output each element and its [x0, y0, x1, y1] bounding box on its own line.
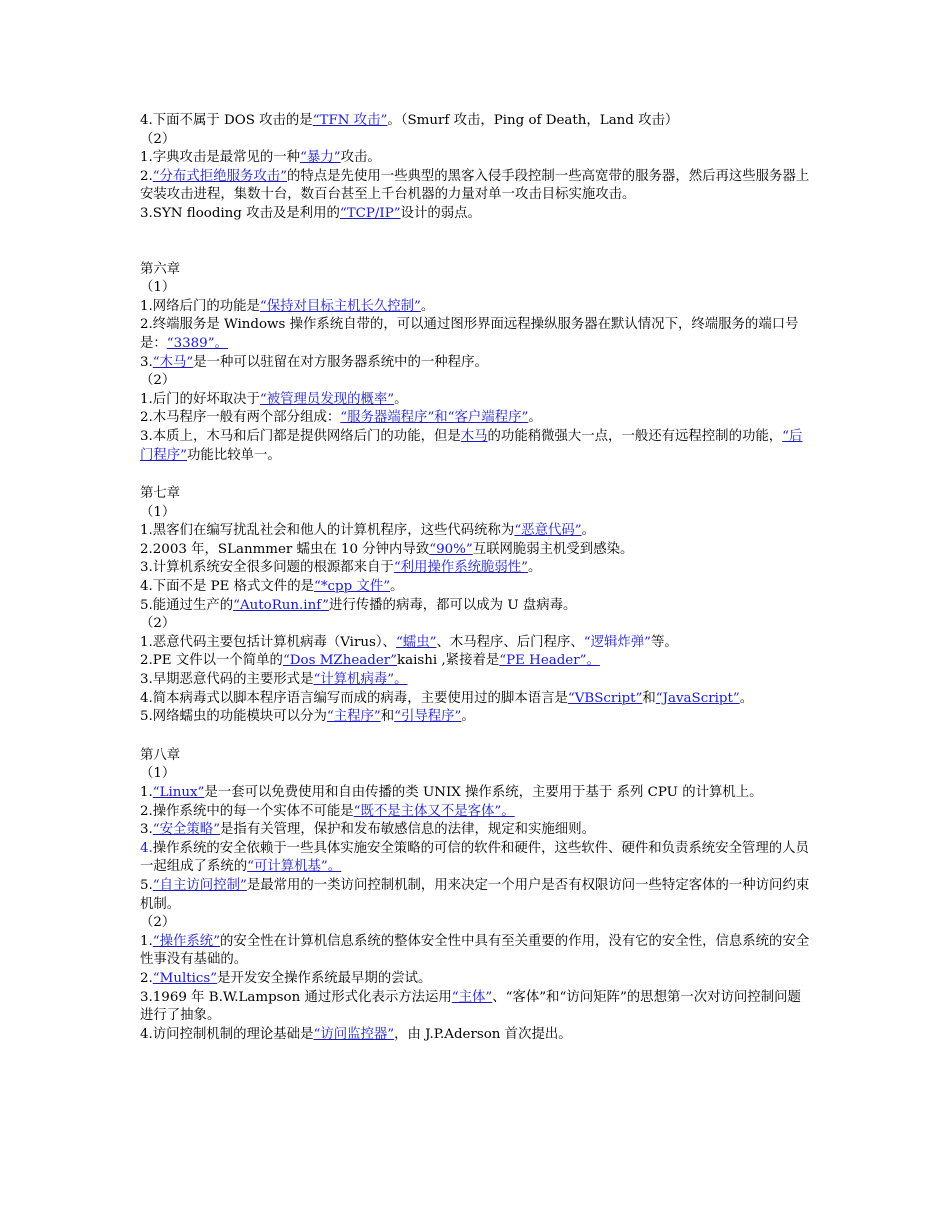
question-line [140, 205, 810, 224]
question-text: kaishi ,紧接着是 [397, 653, 500, 669]
question-line [140, 708, 810, 727]
answer-text: “分布式拒绝服务攻击” [152, 168, 287, 184]
question-line [140, 559, 810, 578]
question-line [140, 168, 810, 205]
question-line [140, 671, 810, 690]
question-text: 设计的弱点。 [400, 205, 481, 221]
answer-text: “Dos MZheader” [282, 653, 398, 669]
answer-text: “VBScript” [567, 690, 643, 706]
spacer [140, 465, 810, 485]
answer-text: “TCP/IP” [339, 205, 401, 221]
question-text: 是开发安全操作系统最早期的尝试。 [217, 970, 432, 986]
question-line [140, 541, 810, 560]
answer-text: “操作系统” [152, 933, 221, 949]
question-text: 、木马程序、后门程序、 [436, 634, 584, 650]
question-line [140, 933, 810, 970]
answer-text: “访问监控器” [313, 1026, 395, 1042]
question-text: 2.操作系统中的每一个实体不可能是 [140, 803, 354, 819]
question-line [140, 840, 810, 877]
question-text: 3. [140, 822, 153, 838]
answer-text: “90%” [429, 541, 473, 557]
question-text: 。 [581, 523, 595, 539]
question-line [140, 652, 810, 671]
answer-text: “服务器端程序”和“客户端程序” [340, 410, 529, 426]
question-text: 2. [140, 970, 153, 986]
answer-text: “既不是主体又不是客体”。 [353, 803, 515, 819]
question-text: 功能比较单一。 [187, 447, 281, 463]
question-line [140, 690, 810, 709]
question-line [140, 391, 810, 410]
question-text: 3.早期恶意代码的主要形式是 [140, 672, 314, 688]
answer-text: “*cpp 文件” [313, 579, 391, 595]
question-text: 进行传播的病毒，都可以成为 U 盘病毒。 [329, 597, 577, 613]
answer-text: “Multics” [152, 970, 218, 986]
question-line [140, 803, 810, 822]
question-text: 。 [528, 560, 542, 576]
spacer [140, 727, 810, 747]
answer-text: “逻辑炸弹” [583, 634, 651, 650]
question-text: 5.能通过生产的 [140, 597, 234, 613]
question-line [140, 298, 810, 317]
question-text: 、“客体”和“访问矩阵”的思想第一次对访问控制问题进行了抽象。 [140, 989, 801, 1024]
question-line [140, 112, 810, 131]
answer-text: “自主访问控制” [152, 877, 247, 893]
question-text: 3.SYN flooding 攻击及是利用的 [140, 205, 340, 221]
question-text: 。（Smurf 攻击，Ping of Death，Land 攻击） [387, 113, 679, 128]
question-line [140, 522, 810, 541]
question-text: 2.木马程序一般有两个部分组成： [140, 410, 341, 426]
question-text: 。 [390, 579, 404, 595]
question-line [140, 354, 810, 373]
question-text: 。 [420, 298, 435, 314]
question-text: 等。 [651, 634, 678, 650]
answer-text: “木马” [152, 354, 194, 370]
question-text: 操作系统的安全依赖于一些具体实施安全策略的可信的软件和硬件，这些软件、硬件和负责系统安全管理的人员一起组成了系统的 [140, 840, 809, 875]
answer-text: “恶意代码” [514, 523, 582, 539]
answer-text: “可计算机基”。 [247, 859, 342, 875]
question-line [140, 428, 810, 465]
section-label: （2） [140, 373, 176, 389]
question-line [140, 877, 810, 914]
question-text: 1. [140, 785, 153, 800]
question-text: 1. [140, 933, 153, 949]
chapter-title: 第七章 [140, 486, 181, 502]
question-line [140, 597, 810, 616]
answer-text: “引导程序” [394, 709, 462, 725]
answer-text: “计算机病毒”。 [313, 672, 408, 688]
answer-text: “3389”。 [166, 335, 228, 351]
spacer [140, 224, 810, 261]
question-text: 2.终端服务是 Windows 操作系统自带的，可以通过图形界面远程操纵服务器在默认情况下，终端服务的端口号是： [140, 317, 799, 351]
question-text: 是一种可以驻留在对方服务器系统中的一种程序。 [193, 354, 488, 370]
question-text: 5.网络蠕虫的功能模块可以分为 [140, 709, 327, 725]
question-line [140, 149, 810, 168]
answer-text: “蠕虫” [395, 634, 437, 650]
answer-text: “后门程序” [140, 428, 803, 463]
question-text: 的功能稍微强大一点，一般还有远程控制的功能， [487, 428, 783, 444]
question-text: 1.后门的好坏取决于 [140, 391, 260, 407]
question-text: 的特点是先使用一些典型的黑客入侵手段控制一些高宽带的服务器，然后再这些服务器上安装攻击进程，集数十台，数百台甚至上千台机器的力量对单一攻击目标实施攻击。 [140, 168, 810, 203]
question-text: 3. [140, 354, 153, 370]
question-text: 2.PE 文件以一个简单的 [140, 653, 283, 669]
answer-text: “Linux” [152, 785, 205, 800]
answer-text: “JavaScript” [655, 690, 740, 706]
answer-text: “利用操作系统脆弱性” [393, 560, 529, 576]
question-text: 2.2003 年，SLanmmer 蠕虫在 10 分钟内导致 [140, 541, 430, 557]
section-label: （1） [140, 504, 176, 520]
question-text: 3.本质上，木马和后门都是提供网络后门的功能，但是 [140, 428, 461, 444]
question-line [140, 1026, 810, 1045]
answer-text: “AutoRun.inf” [233, 597, 329, 613]
question-text: 4.下面不属于 DOS 攻击的是 [140, 113, 313, 128]
question-line [140, 634, 810, 653]
question-text: 攻击。 [340, 150, 381, 166]
question-line [140, 784, 810, 803]
question-text: 1.网络后门的功能是 [140, 298, 260, 314]
question-text: 5. [140, 877, 153, 893]
question-text: 1.黑客们在编写扰乱社会和他人的计算机程序，这些代码统称为 [140, 523, 515, 539]
question-text: 4.下面不是 PE 格式文件的是 [140, 579, 314, 595]
question-text: 互联网脆弱主机受到感染。 [472, 541, 634, 557]
question-line [140, 821, 810, 840]
question-text: 。 [394, 391, 408, 407]
question-text: 。 [528, 410, 542, 426]
answer-text: “TFN 攻击” [312, 113, 388, 128]
question-line [140, 578, 810, 597]
answer-text: “暴力” [300, 150, 341, 166]
chapter-title: 第八章 [140, 747, 181, 763]
question-text: 1.字典攻击是最常见的一种 [140, 150, 301, 166]
question-text: 是最常用的一类访问控制机制，用来决定一个用户是否有权限访问一些特定客体的一种访问约束机制。 [140, 877, 810, 912]
question-text: 1.恶意代码主要包括计算机病毒（Virus）、 [140, 634, 396, 650]
question-line [140, 409, 810, 428]
question-text: 和 [380, 709, 395, 725]
question-text: 4.访问控制机制的理论基础是 [140, 1026, 314, 1042]
question-text: 4.简本病毒式以脚本程序语言编写而成的病毒，主要使用过的脚本语言是 [140, 690, 568, 706]
question-text: 是一套可以免费使用和自由传播的类 UNIX 操作系统，主要用于基于 系列 CPU 的计算机上。 [204, 785, 763, 800]
question-text: 。 [461, 709, 475, 725]
question-number: 4. [140, 840, 153, 856]
question-text: 。 [739, 690, 754, 706]
chapter-title: 第六章 [140, 261, 181, 277]
answer-text: “安全策略” [152, 822, 221, 838]
answer-text: “主体” [451, 989, 493, 1005]
answer-text: “保持对目标主机长久控制” [259, 298, 421, 314]
section-label: （1） [140, 280, 176, 296]
question-text: 的安全性在计算机信息系统的整体安全性中具有至关重要的作用，没有它的安全性，信息系统的安全性事没有基础的。 [140, 933, 810, 968]
answer-text: “被管理员发现的概率” [259, 391, 395, 407]
question-line [140, 989, 810, 1026]
question-text: 3.计算机系统安全很多问题的根源都来自于 [140, 560, 394, 576]
section-label: （2） [140, 131, 176, 147]
question-line [140, 316, 810, 353]
section-label: （2） [140, 616, 176, 632]
question-text: 是指有关管理，保护和发布敏感信息的法律，规定和实施细则。 [220, 822, 595, 838]
answer-text: 木马 [460, 428, 488, 444]
section-label: （2） [140, 915, 176, 931]
question-text: ，由 J.P.Aderson 首次提出。 [394, 1026, 572, 1042]
question-text: 3.1969 年 B.W.Lampson 通过形式化表示方法运用 [140, 989, 452, 1005]
answer-text: “PE Header”。 [499, 653, 600, 669]
section-label: （1） [140, 766, 176, 782]
question-text: 2. [140, 168, 153, 184]
question-line [140, 970, 810, 989]
answer-text: “主程序” [326, 709, 381, 725]
question-text: 和 [642, 690, 656, 706]
